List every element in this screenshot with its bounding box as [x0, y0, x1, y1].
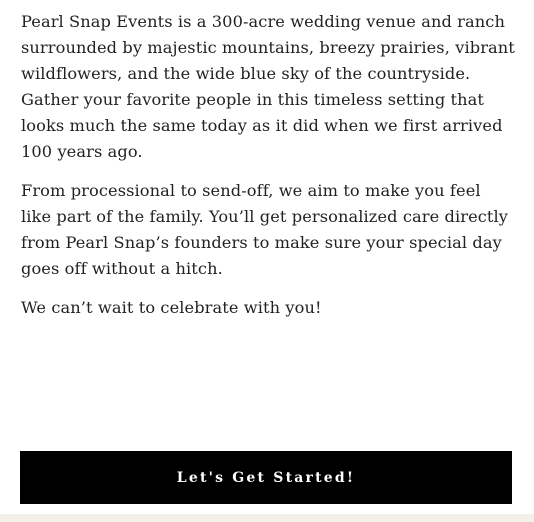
footer-strip [0, 514, 534, 522]
intro-paragraph-1: Pearl Snap Events is a 300-acre wedding venue and ranch surrounded by majestic mountains, breezy prairies, vibrant wildflowers, and the wide blue sky of the countryside. Gather your favorite people in this timeless setting that looks much the same today as it did when we first arrived 100 years ago. [21, 12, 515, 161]
intro-paragraph-3: We can’t wait to celebrate with you! [21, 298, 322, 317]
intro-text-section [21, 9, 516, 334]
get-started-button[interactable]: Let's Get Started! [20, 451, 512, 504]
intro-paragraph-2: From processional to send-off, we aim to make you feel like part of the family. You’ll get personalized care directly from Pearl Snap’s founders to make sure your special day goes off without a hitch. [21, 181, 509, 278]
